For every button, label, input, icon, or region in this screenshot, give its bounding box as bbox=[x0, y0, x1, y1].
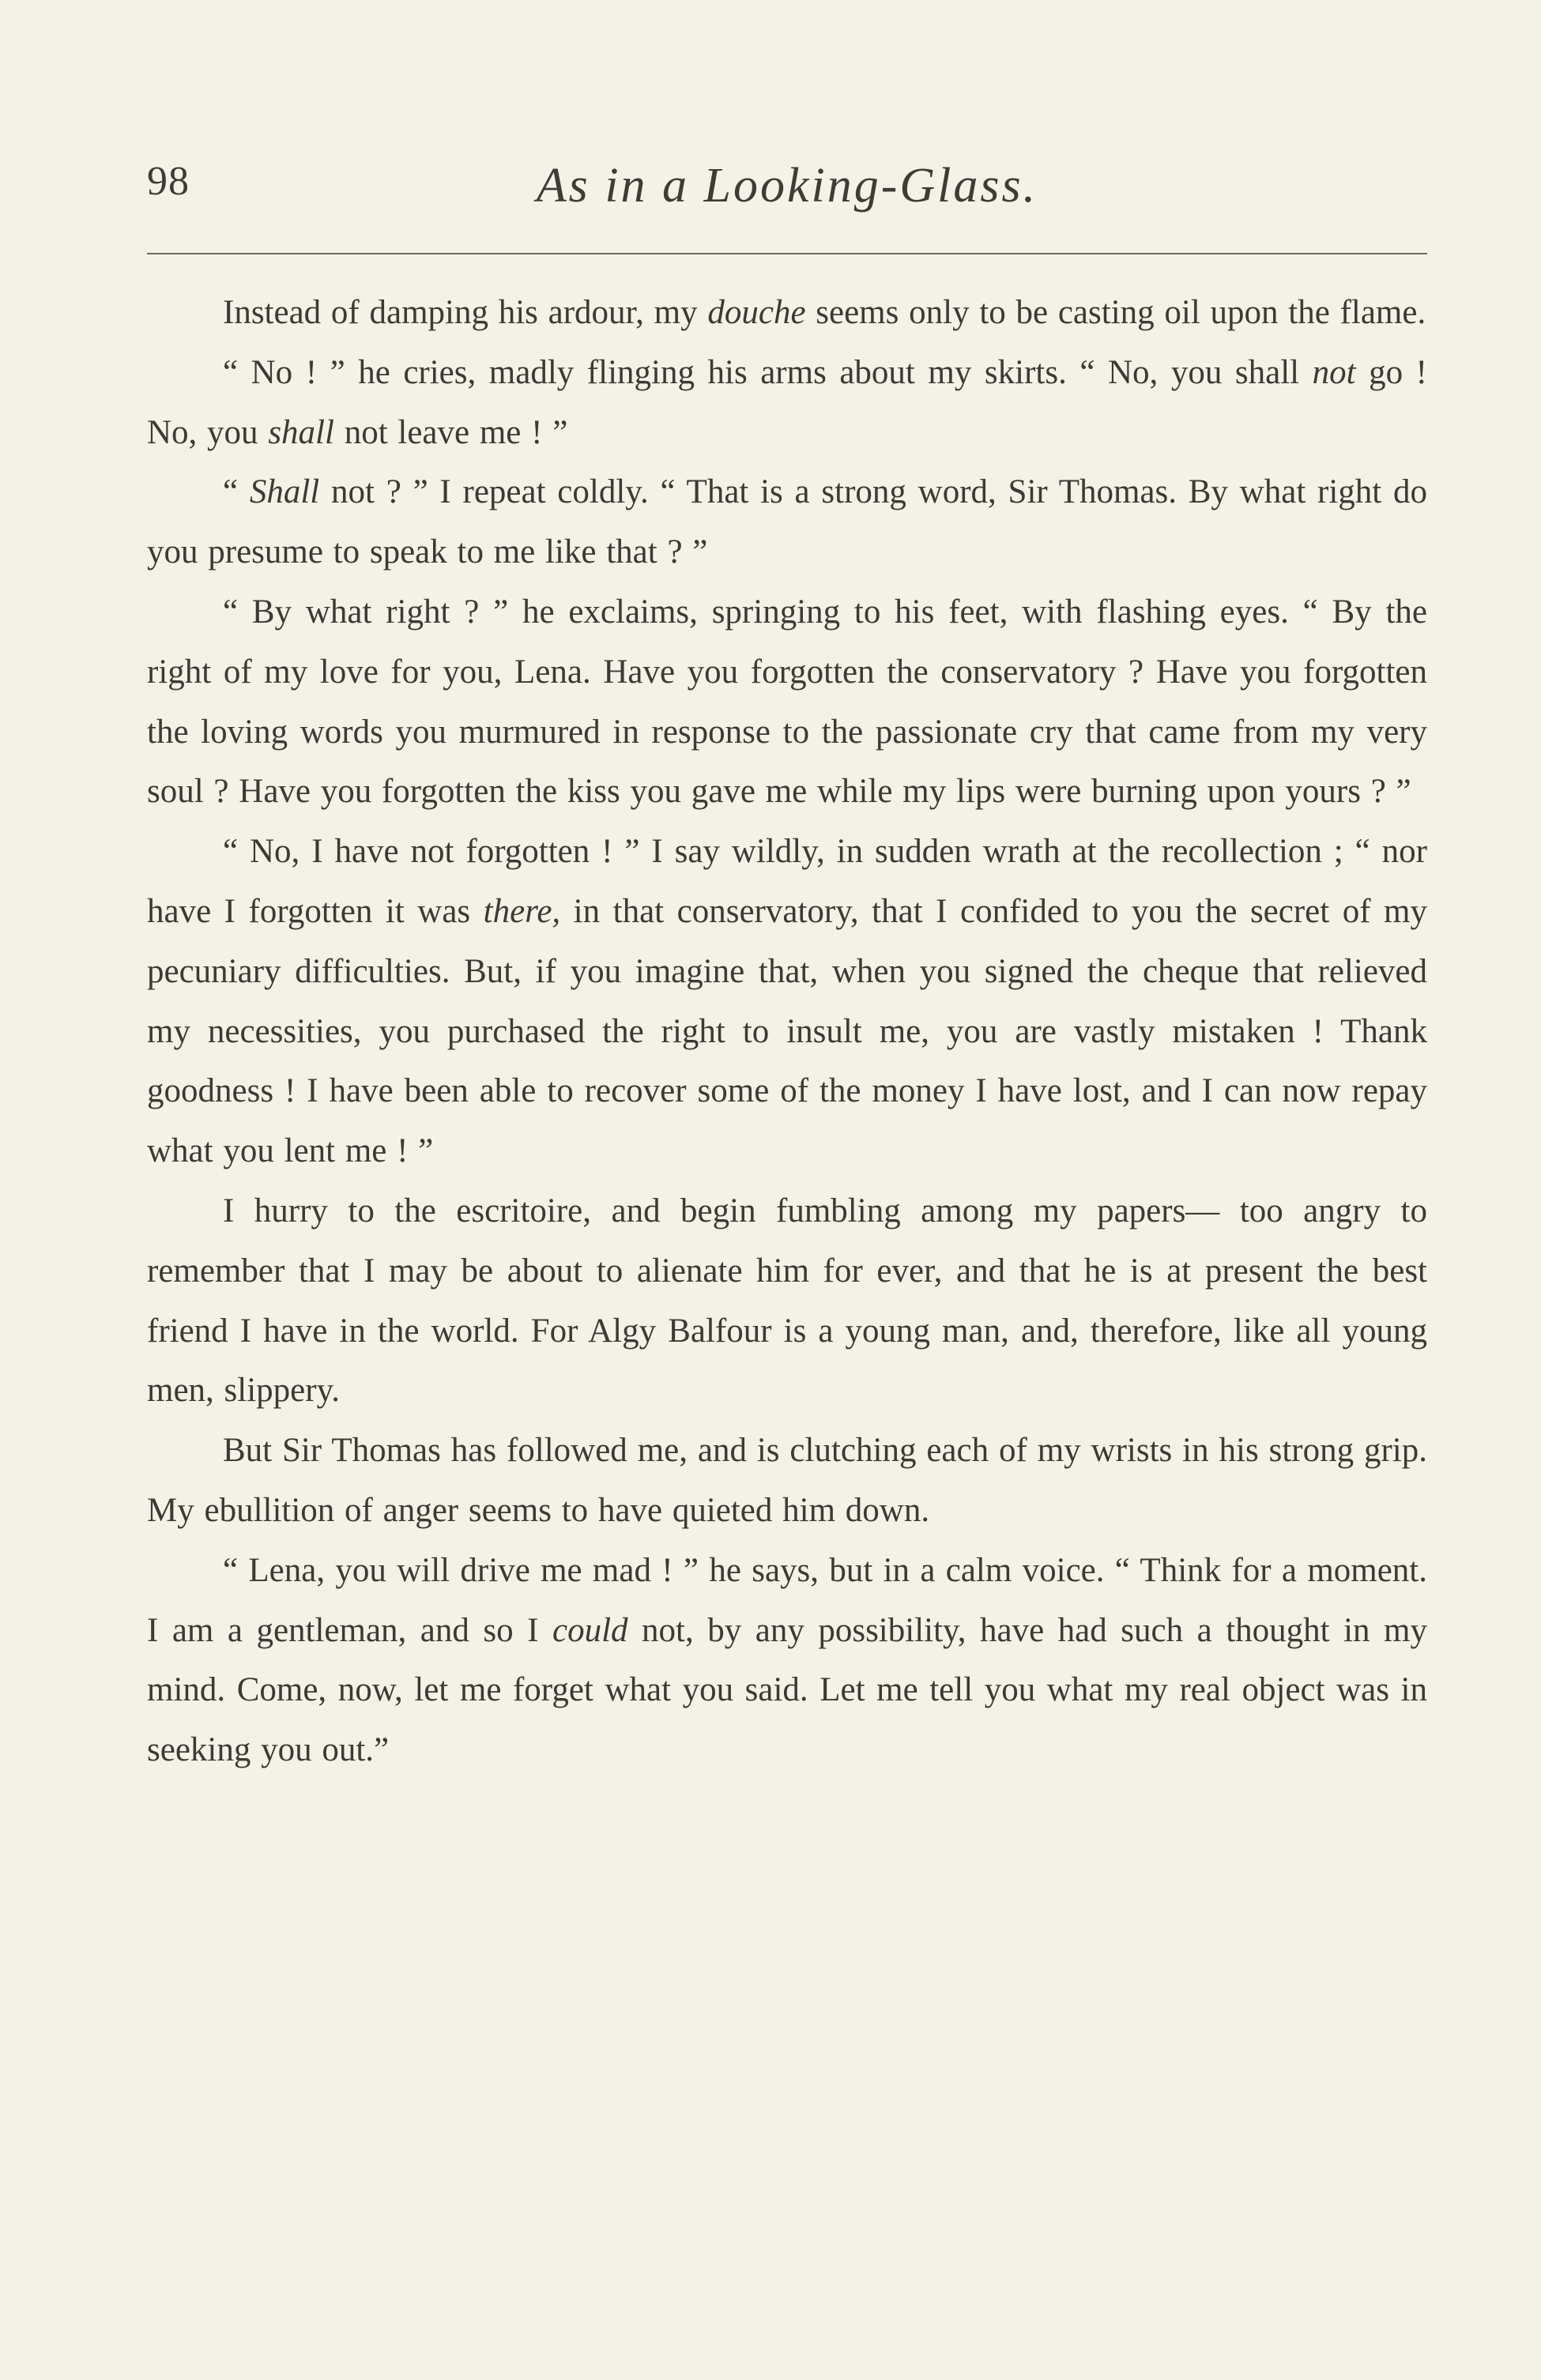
text-run: But Sir Thomas has followed me, and is clutching each of my wrists in his strong grip. My ebullition of anger seems to have quieted him down. bbox=[147, 1432, 1427, 1529]
text-run: not ? ” I repeat coldly. “ That is a strong word, Sir Thomas. By what right do you presume to speak to me like that ? ” bbox=[147, 473, 1427, 571]
text-run: seems only to be casting oil upon the flame. bbox=[805, 294, 1426, 331]
running-title: As in a Looking-Glass. bbox=[536, 159, 1038, 213]
italic-text: douche bbox=[707, 294, 806, 331]
italic-text: shall bbox=[268, 413, 334, 451]
page-header bbox=[147, 158, 1427, 221]
paragraph bbox=[147, 1541, 1427, 1780]
text-run: in that conservatory, that I confided to you the secret of my pecuniary difficulties. But, if you imagine that, when you signed the cheque that relieved my necessities, you purchased the right to insult me, you are vastly mistaken ! Thank goodness ! I have been able to recover some of the money I have lost, and I can now repay what you lent me ! ” bbox=[147, 892, 1427, 1170]
text-run: Instead of damping his ardour, my bbox=[223, 294, 708, 331]
text-run: “ Lena, you will drive me mad ! ” he says, but in a calm voice. “ Think for a moment. I am a gentleman, and so I bbox=[147, 1551, 1427, 1649]
text-run: I hurry to the escritoire, and begin fumbling among my papers— too angry to remember that I may be about to alienate him for ever, and that he is at present the best friend I have in the world. For Algy Balfour is a young man, and, therefore, like all young men, slippery. bbox=[147, 1192, 1427, 1410]
italic-text: there, bbox=[483, 892, 561, 930]
header-rule bbox=[147, 253, 1427, 254]
text-run: not leave me ! ” bbox=[333, 413, 568, 451]
page-number: 98 bbox=[147, 159, 190, 204]
text-run: “ bbox=[223, 473, 250, 511]
text-run: not, by any possibility, have had such a thought in my mind. Come, now, let me forget what you said. Let me tell you what my real object was in seeking you out.” bbox=[147, 1611, 1427, 1769]
italic-text: Shall bbox=[249, 473, 320, 511]
paragraph bbox=[147, 343, 1427, 463]
paragraph bbox=[147, 582, 1427, 822]
paragraph bbox=[147, 283, 1427, 343]
paragraph bbox=[147, 462, 1427, 582]
paragraph bbox=[147, 1181, 1427, 1421]
italic-text: could bbox=[552, 1611, 628, 1649]
text-run: go ! No, you bbox=[147, 353, 1427, 451]
text-run: “ By what right ? ” he exclaims, springing to his feet, with flashing eyes. “ By the right of my love for you, Lena. Have you forgotten the conservatory ? Have you forgotten the loving words you murmured in response to the passionate cry that came from my very soul ? Have you forgotten the kiss you gave me while my lips were burning upon yours ? ” bbox=[147, 593, 1427, 811]
text-run: “ No ! ” he cries, madly flinging his arms about my skirts. “ No, you shall bbox=[223, 353, 1313, 391]
paragraph bbox=[147, 822, 1427, 1181]
text-run: “ No, I have not forgotten ! ” I say wildly, in sudden wrath at the recollection ; “ nor have I forgotten it was bbox=[147, 833, 1427, 930]
italic-text: not bbox=[1312, 353, 1356, 391]
paragraph bbox=[147, 1421, 1427, 1541]
body-text bbox=[147, 283, 1427, 1780]
